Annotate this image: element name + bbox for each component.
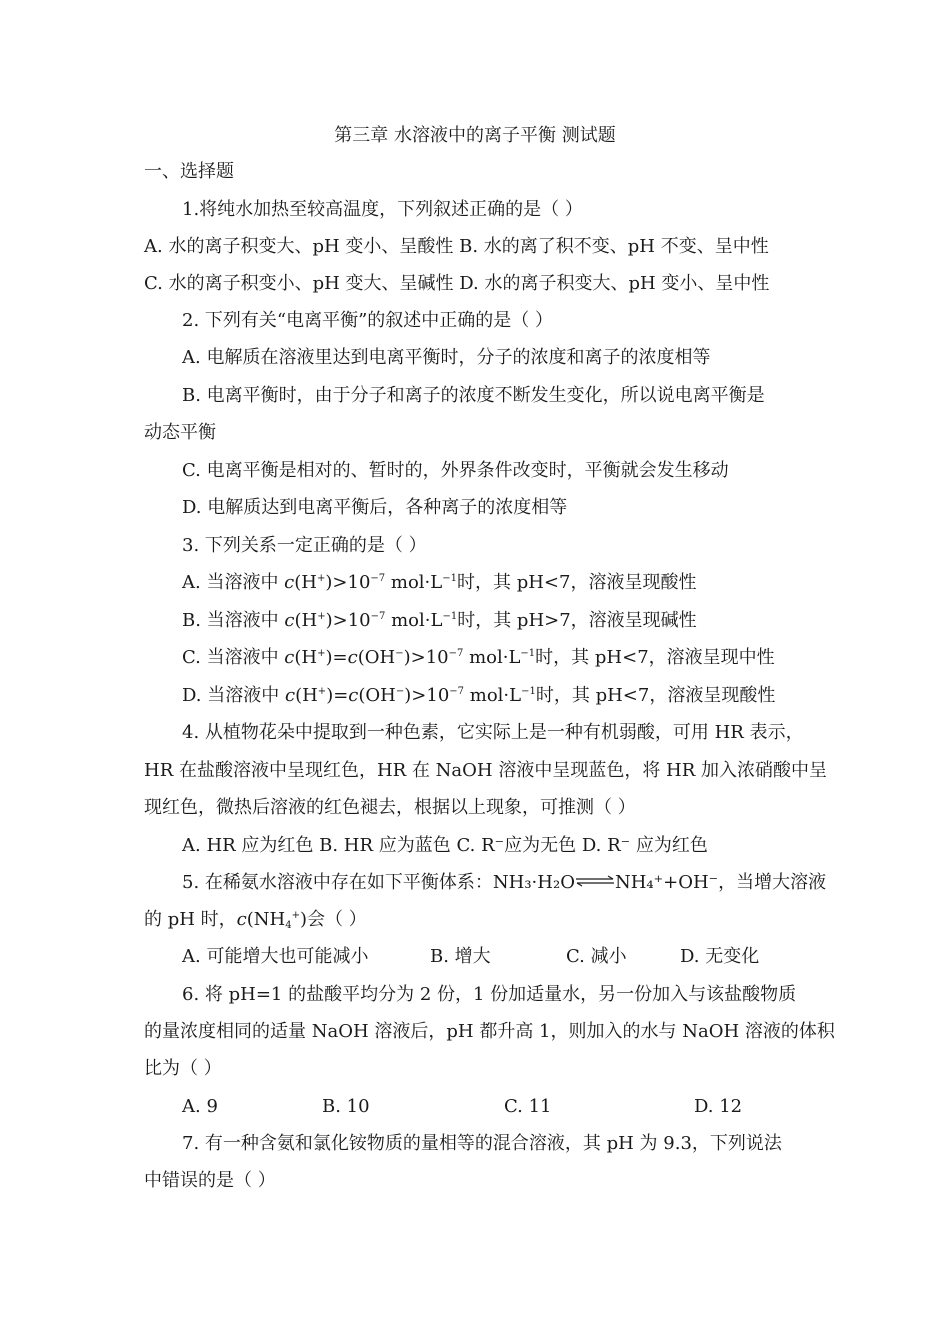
question-7-stem-line-1: 7. 有一种含氨和氯化铵物质的量相等的混合溶液，其 pH 为 9.3，下列说法 <box>182 1133 782 1154</box>
section-heading: 一、选择题 <box>144 161 234 182</box>
formula: $c(H^+)=c(OH^-)>10^{-7}$ $mol\cdot L^{-1}$ <box>284 647 536 668</box>
question-2-option-a: A. 电解质在溶液里达到电离平衡时，分子的浓度和离子的浓度相等 <box>182 347 711 368</box>
question-2-option-c: C. 电离平衡是相对的、暂时的，外界条件改变时，平衡就会发生移动 <box>182 460 729 481</box>
formula: $c(H^+)>10^{-7}$ $mol\cdot L^{-1}$ <box>284 610 458 631</box>
question-5-stem-line-1: 5. 在稀氨水溶液中存在如下平衡体系：NH₃·H₂O NH₄⁺+OH⁻，当增大溶液 <box>182 872 827 893</box>
option-a: A. 9 <box>182 1096 218 1117</box>
formula: $c(H^+)=c(OH^-)>10^{-7}$ $mol\cdot L^{-1}$ <box>284 685 536 706</box>
question-3-option-b: B. 当溶液中 $c(H^+)>10^{-7}$ $mol\cdot L^{-1}$时，其 pH>7，溶液呈现碱性 <box>182 610 697 631</box>
question-3-option-c: C. 当溶液中 $c(H^+)=c(OH^-)>10^{-7}$ $mol\cdot L^{-1}$时，其 pH<7，溶液呈现中性 <box>182 647 775 668</box>
question-2-stem: 2. 下列有关“电离平衡”的叙述中正确的是（ ） <box>182 310 554 331</box>
question-2-option-b-cont: 动态平衡 <box>144 422 216 443</box>
question-3-option-a: A. 当溶液中 $c(H^+)>10^{-7}$ $mol\cdot L^{-1}$时，其 pH<7，溶液呈现酸性 <box>182 572 697 593</box>
question-4-stem-line-1: 4. 从植物花朵中提取到一种色素，它实际上是一种有机弱酸，可用 HR 表示， <box>182 722 804 743</box>
page-title: 第三章 水溶液中的离子平衡 测试题 <box>334 125 616 146</box>
question-4-options: A. HR 应为红色 B. HR 应为蓝色 C. R⁻应为无色 D. R⁻ 应为红色 <box>182 835 708 856</box>
option-c: C. 减小 <box>566 946 627 967</box>
question-4-stem-line-3: 现红色，微热后溶液的红色褪去，根据以上现象，可推测（ ） <box>144 797 636 818</box>
option-d: D. 12 <box>694 1096 743 1117</box>
option-b: B. 增大 <box>430 946 491 967</box>
question-6-stem-line-1: 6. 将 pH=1 的盐酸平均分为 2 份，1 份加适量水，另一份加入与该盐酸物质 <box>182 984 797 1005</box>
equilibrium-arrow-icon <box>575 875 615 887</box>
question-5-stem-line-2: 的 pH 时，$c(NH_4^+)$会（ ） <box>144 909 367 931</box>
option-c: C. 11 <box>504 1096 552 1117</box>
question-3-option-d: D. 当溶液中 $c(H^+)=c(OH^-)>10^{-7}$ $mol\cdot L^{-1}$时，其 pH<7，溶液呈现酸性 <box>182 685 776 706</box>
question-2-option-d: D. 电解质达到电离平衡后，各种离子的浓度相等 <box>182 497 568 518</box>
question-6-stem-line-3: 比为（ ） <box>144 1058 222 1079</box>
question-3-stem: 3. 下列关系一定正确的是（ ） <box>182 535 427 556</box>
question-1-stem: 1.将纯水加热至较高温度，下列叙述正确的是（ ） <box>182 199 583 220</box>
question-4-stem-line-2: HR 在盐酸溶液中呈现红色，HR 在 NaOH 溶液中呈现蓝色，将 HR 加入浓硝酸中呈 <box>144 760 828 781</box>
question-6-stem-line-2: 的量浓度相同的适量 NaOH 溶液后，pH 都升高 1，则加入的水与 NaOH 溶液的体积 <box>144 1021 835 1042</box>
question-1-options-cd: C. 水的离子积变小、pH 变大、呈碱性 D. 水的离子积变大、pH 变小、呈中性 <box>144 273 770 294</box>
question-2-option-b: B. 电离平衡时，由于分子和离子的浓度不断发生变化，所以说电离平衡是 <box>182 385 765 406</box>
question-1-options-ab: A. 水的离子积变大、pH 变小、呈酸性 B. 水的离了积不变、pH 不变、呈中性 <box>144 236 769 257</box>
formula: $c(NH_4^+)$ <box>236 909 308 931</box>
formula: $c(H^+)>10^{-7}$ $mol\cdot L^{-1}$ <box>284 572 457 593</box>
question-7-stem-line-2: 中错误的是（ ） <box>144 1170 276 1191</box>
option-b: B. 10 <box>322 1096 370 1117</box>
option-d: D. 无变化 <box>680 946 760 967</box>
option-a: A. 可能增大也可能减小 <box>182 946 369 967</box>
